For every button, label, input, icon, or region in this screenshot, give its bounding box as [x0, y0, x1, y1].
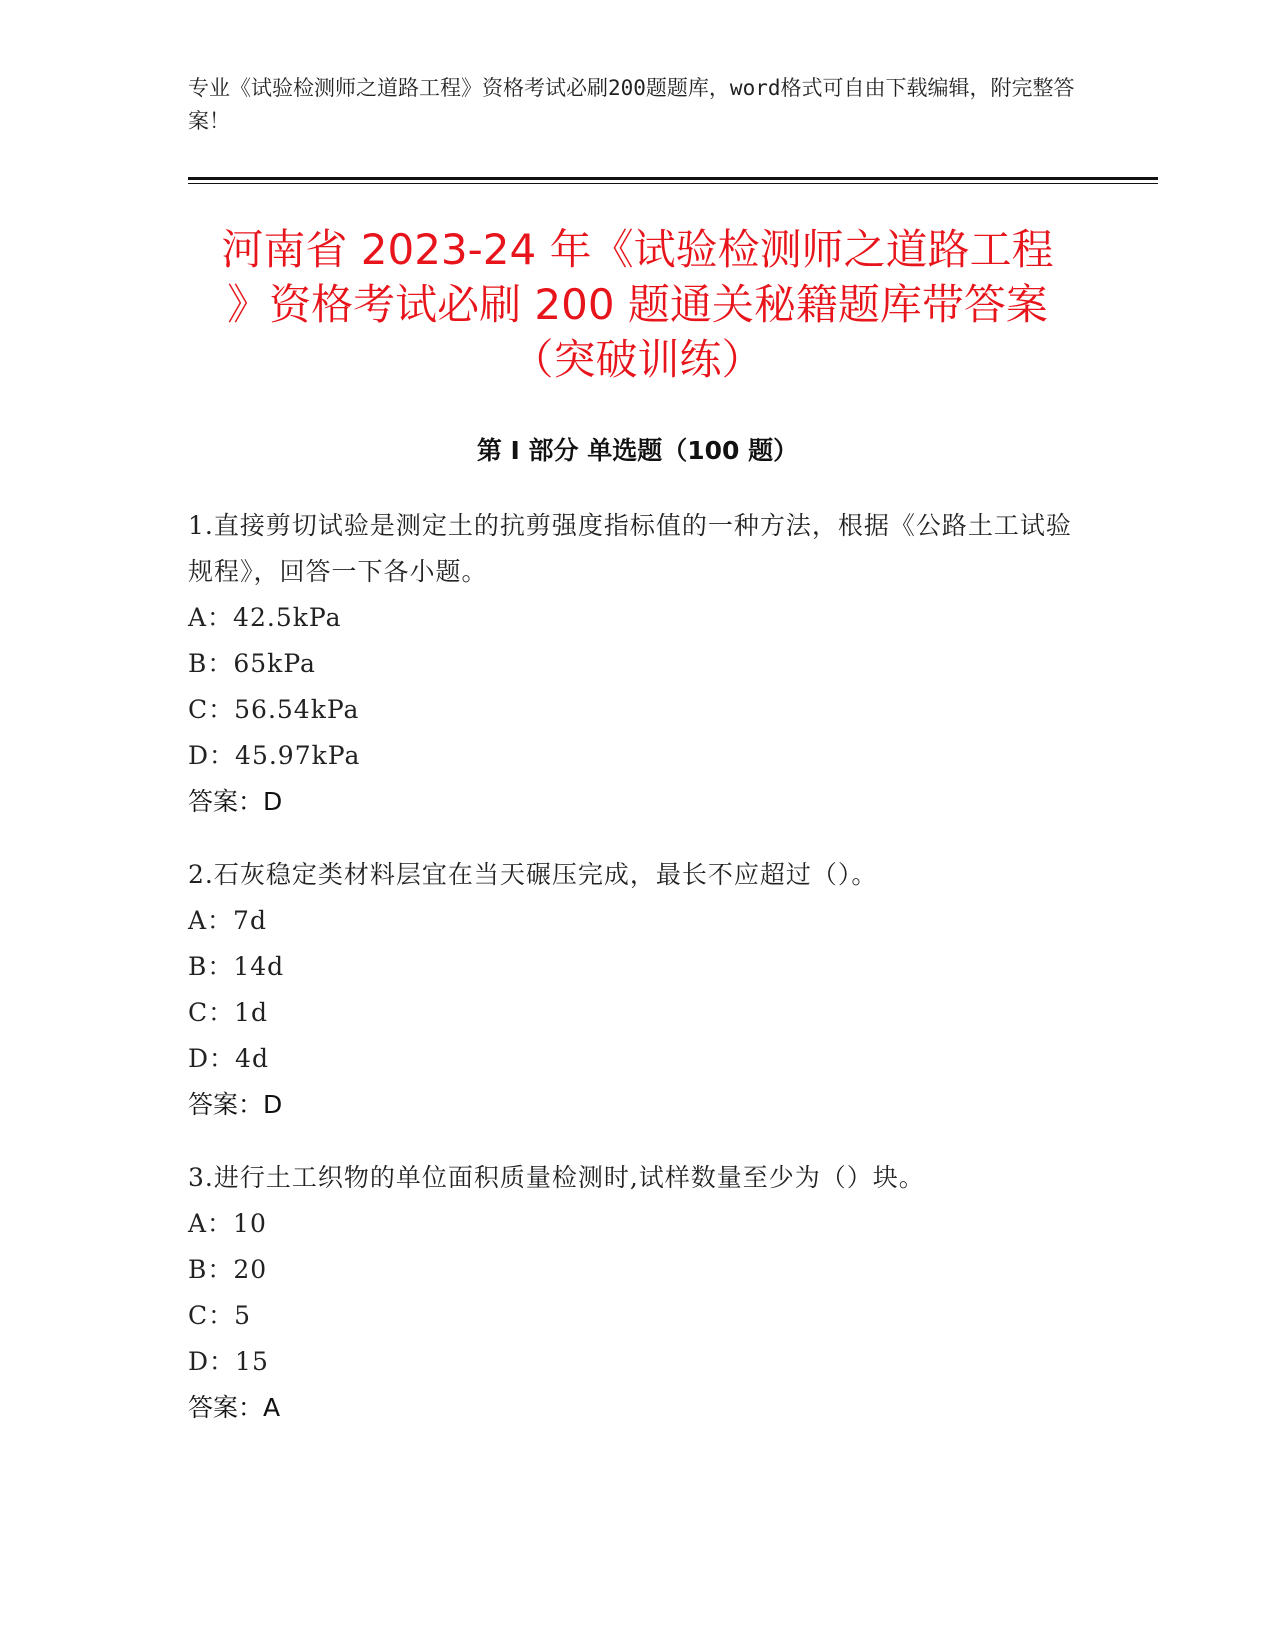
question-stem: 2.石灰稳定类材料层宜在当天碾压完成，最长不应超过（）。	[188, 860, 878, 889]
answer: 答案：D	[188, 787, 283, 816]
option-c: C：56.54kPa	[188, 695, 360, 724]
option-a: A：10	[188, 1209, 267, 1238]
question-stem: 3.进行土工织物的单位面积质量检测时,试样数量至少为（）块。	[188, 1163, 925, 1192]
option-a: A：42.5kPa	[188, 603, 342, 632]
option-d: D：45.97kPa	[188, 741, 361, 770]
header-note: 专业《试验检测师之道路工程》资格考试必刷200题题库，word格式可自由下载编辑，附完整答案！	[188, 76, 1075, 133]
title-line-1: 河南省 2023-24 年《试验检测师之道路工程	[221, 225, 1054, 274]
option-c: C：1d	[188, 998, 269, 1027]
question-2	[188, 852, 1088, 1128]
option-a: A：7d	[188, 906, 267, 935]
question-3	[188, 1155, 1088, 1431]
question-1	[188, 503, 1088, 825]
option-d: D：15	[188, 1347, 269, 1376]
header-divider-thick	[188, 177, 1158, 180]
question-stem: 1.直接剪切试验是测定土的抗剪强度指标值的一种方法，根据《公路土工试验规程》，回答一下各小题。	[188, 511, 1072, 586]
option-c: C：5	[188, 1301, 252, 1330]
option-d: D：4d	[188, 1044, 269, 1073]
answer: 答案：D	[188, 1090, 283, 1119]
answer: 答案：A	[188, 1393, 281, 1422]
option-b: B：65kPa	[188, 649, 316, 678]
title-line-2: 》资格考试必刷 200 题通关秘籍题库带答案	[227, 280, 1048, 329]
option-b: B：14d	[188, 952, 285, 981]
option-b: B：20	[188, 1255, 268, 1284]
title-line-3: （突破训练）	[511, 335, 764, 384]
header-divider-thin	[188, 183, 1158, 184]
section-title: 第 I 部分 单选题（100 题）	[476, 436, 799, 465]
document-title	[170, 222, 1105, 387]
